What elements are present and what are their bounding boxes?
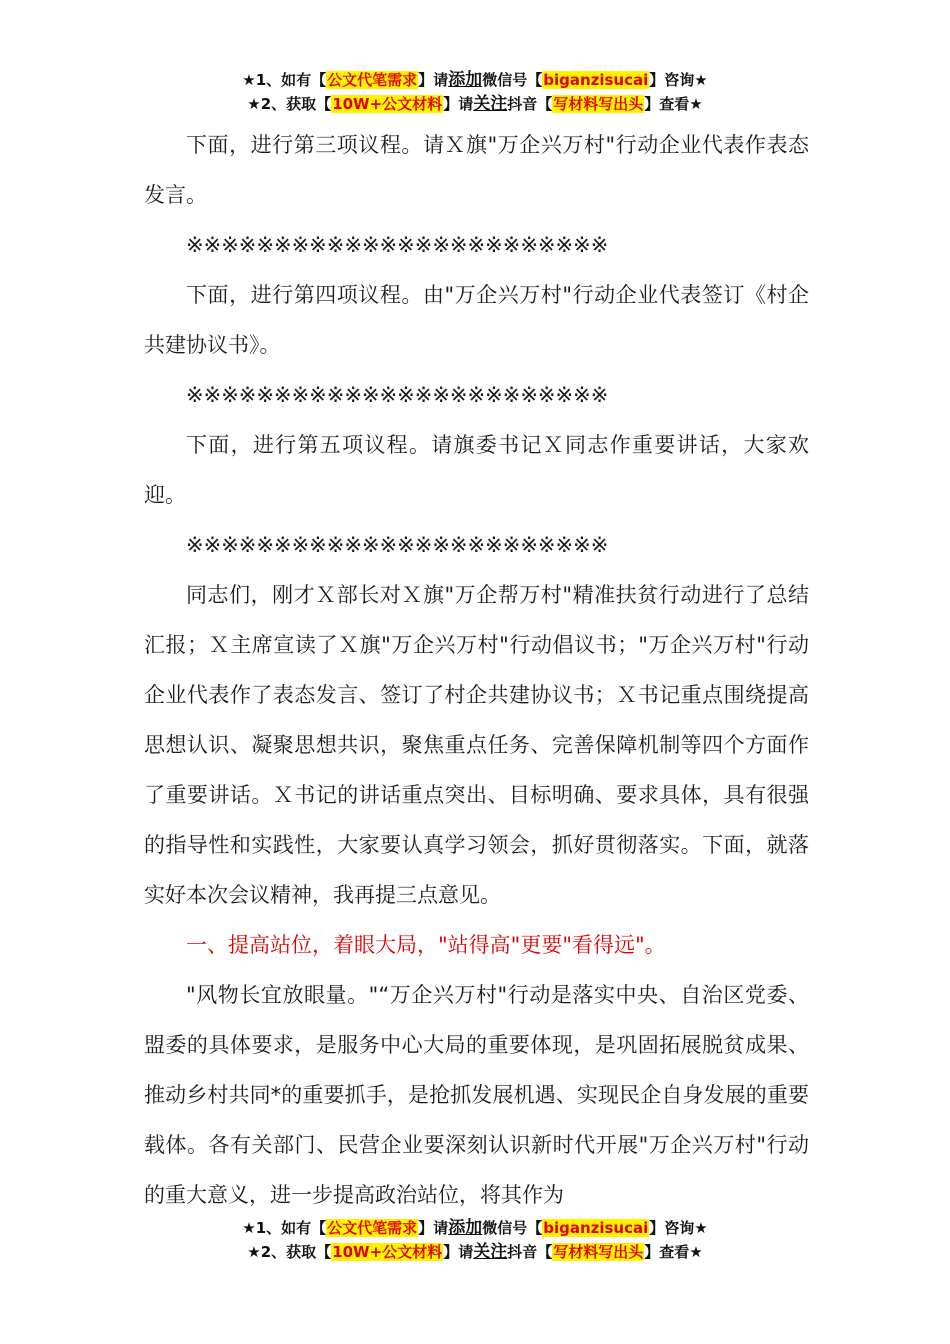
banner-line-2 [0, 92, 950, 116]
banner-highlight: 公文代笔需求 [327, 71, 418, 89]
paragraph-agenda-5: 下面，进行第五项议程。请旗委书记Ｘ同志作重要讲话，大家欢迎。 [144, 433, 809, 507]
banner-text: ★2、获取【 [247, 1243, 332, 1261]
banner-text: ★1、如有【 [242, 71, 327, 89]
banner-text: 】查看★ [644, 95, 703, 113]
paragraph-agenda-4: 下面，进行第四项议程。由"万企兴万村"行动企业代表签订《村企共建协议书》。 [144, 283, 809, 357]
banner-line-1 [0, 68, 950, 92]
banner-text: 】请 [418, 1219, 449, 1237]
banner-highlight: 10W+公文材料 [332, 1243, 443, 1261]
banner-text: 】咨询★ [649, 1219, 708, 1237]
banner-underline: 关注 [473, 94, 508, 114]
banner-text: 微信号【 [482, 1219, 543, 1237]
banner-highlight-douyin: 写材料写出头 [553, 95, 644, 113]
banner-highlight-wechat: biganzisucai [543, 71, 649, 89]
separator-line: ※※※※※※※※※※※※※※※※※※※※※※※※ [186, 533, 609, 557]
paragraph-agenda-3: 下面，进行第三项议程。请Ｘ旗"万企兴万村"行动企业代表作表态发言。 [144, 133, 809, 207]
banner-line-2 [0, 1240, 950, 1264]
banner-text: ★2、获取【 [247, 95, 332, 113]
banner-underline: 添加 [448, 1218, 483, 1238]
banner-text: 】请 [418, 71, 449, 89]
banner-highlight-wechat: biganzisucai [543, 1219, 649, 1237]
banner-highlight: 公文代笔需求 [327, 1219, 418, 1237]
banner-underline: 添加 [448, 70, 483, 90]
banner-highlight-douyin: 写材料写出头 [553, 1243, 644, 1261]
banner-text: 】请 [443, 1243, 474, 1261]
banner-text: 抖音【 [507, 1243, 553, 1261]
banner-line-1 [0, 1216, 950, 1240]
banner-text: 】咨询★ [649, 71, 708, 89]
paragraph-summary: 同志们，刚才Ｘ部长对Ｘ旗"万企帮万村"精准扶贫行动进行了总结汇报；Ｘ主席宣读了Ｘ旗"万企兴万村"行动倡议书；"万企兴万村"行动企业代表作了表态发言、签订了村企共建协议书；Ｘ书记重点围绕提高思想认识、凝聚思想共识，聚焦重点任务、完善保障机制等四个方面作了重要讲话。Ｘ书记的讲话重点突出、目标明确、要求具体，具有很强的指导性和实践性，大家要认真学习领会，抓好贯彻落实。下面，就落实好本次会议精神，我再提三点意见。 [144, 583, 809, 907]
section-heading-1: 一、提高站位，着眼大局，"站得高"更要"看得远"。 [186, 933, 666, 957]
banner-text: 】查看★ [644, 1243, 703, 1261]
banner-highlight: 10W+公文材料 [332, 95, 443, 113]
separator-line: ※※※※※※※※※※※※※※※※※※※※※※※※ [186, 383, 609, 407]
banner-text: 微信号【 [482, 71, 543, 89]
banner-underline: 关注 [473, 1242, 508, 1262]
banner-text: 】请 [443, 95, 474, 113]
banner-text: 抖音【 [507, 95, 553, 113]
footer-banner [0, 1216, 950, 1264]
paragraph-section-1: "风物长宜放眼量。"“万企兴万村"行动是落实中央、自治区党委、盟委的具体要求，是服务中心大局的重要体现，是巩固拓展脱贫成果、推动乡村共同*的重要抓手，是抢抓发展机遇、实现民企自身发展的重要载体。各有关部门、民营企业要深刻认识新时代开展"万企兴万村"行动的重大意义，进一步提高政治站位，将其作为 [144, 983, 809, 1207]
banner-text: ★1、如有【 [242, 1219, 327, 1237]
header-banner [0, 68, 950, 116]
document-body [144, 120, 809, 1220]
separator-line: ※※※※※※※※※※※※※※※※※※※※※※※※ [186, 233, 609, 257]
